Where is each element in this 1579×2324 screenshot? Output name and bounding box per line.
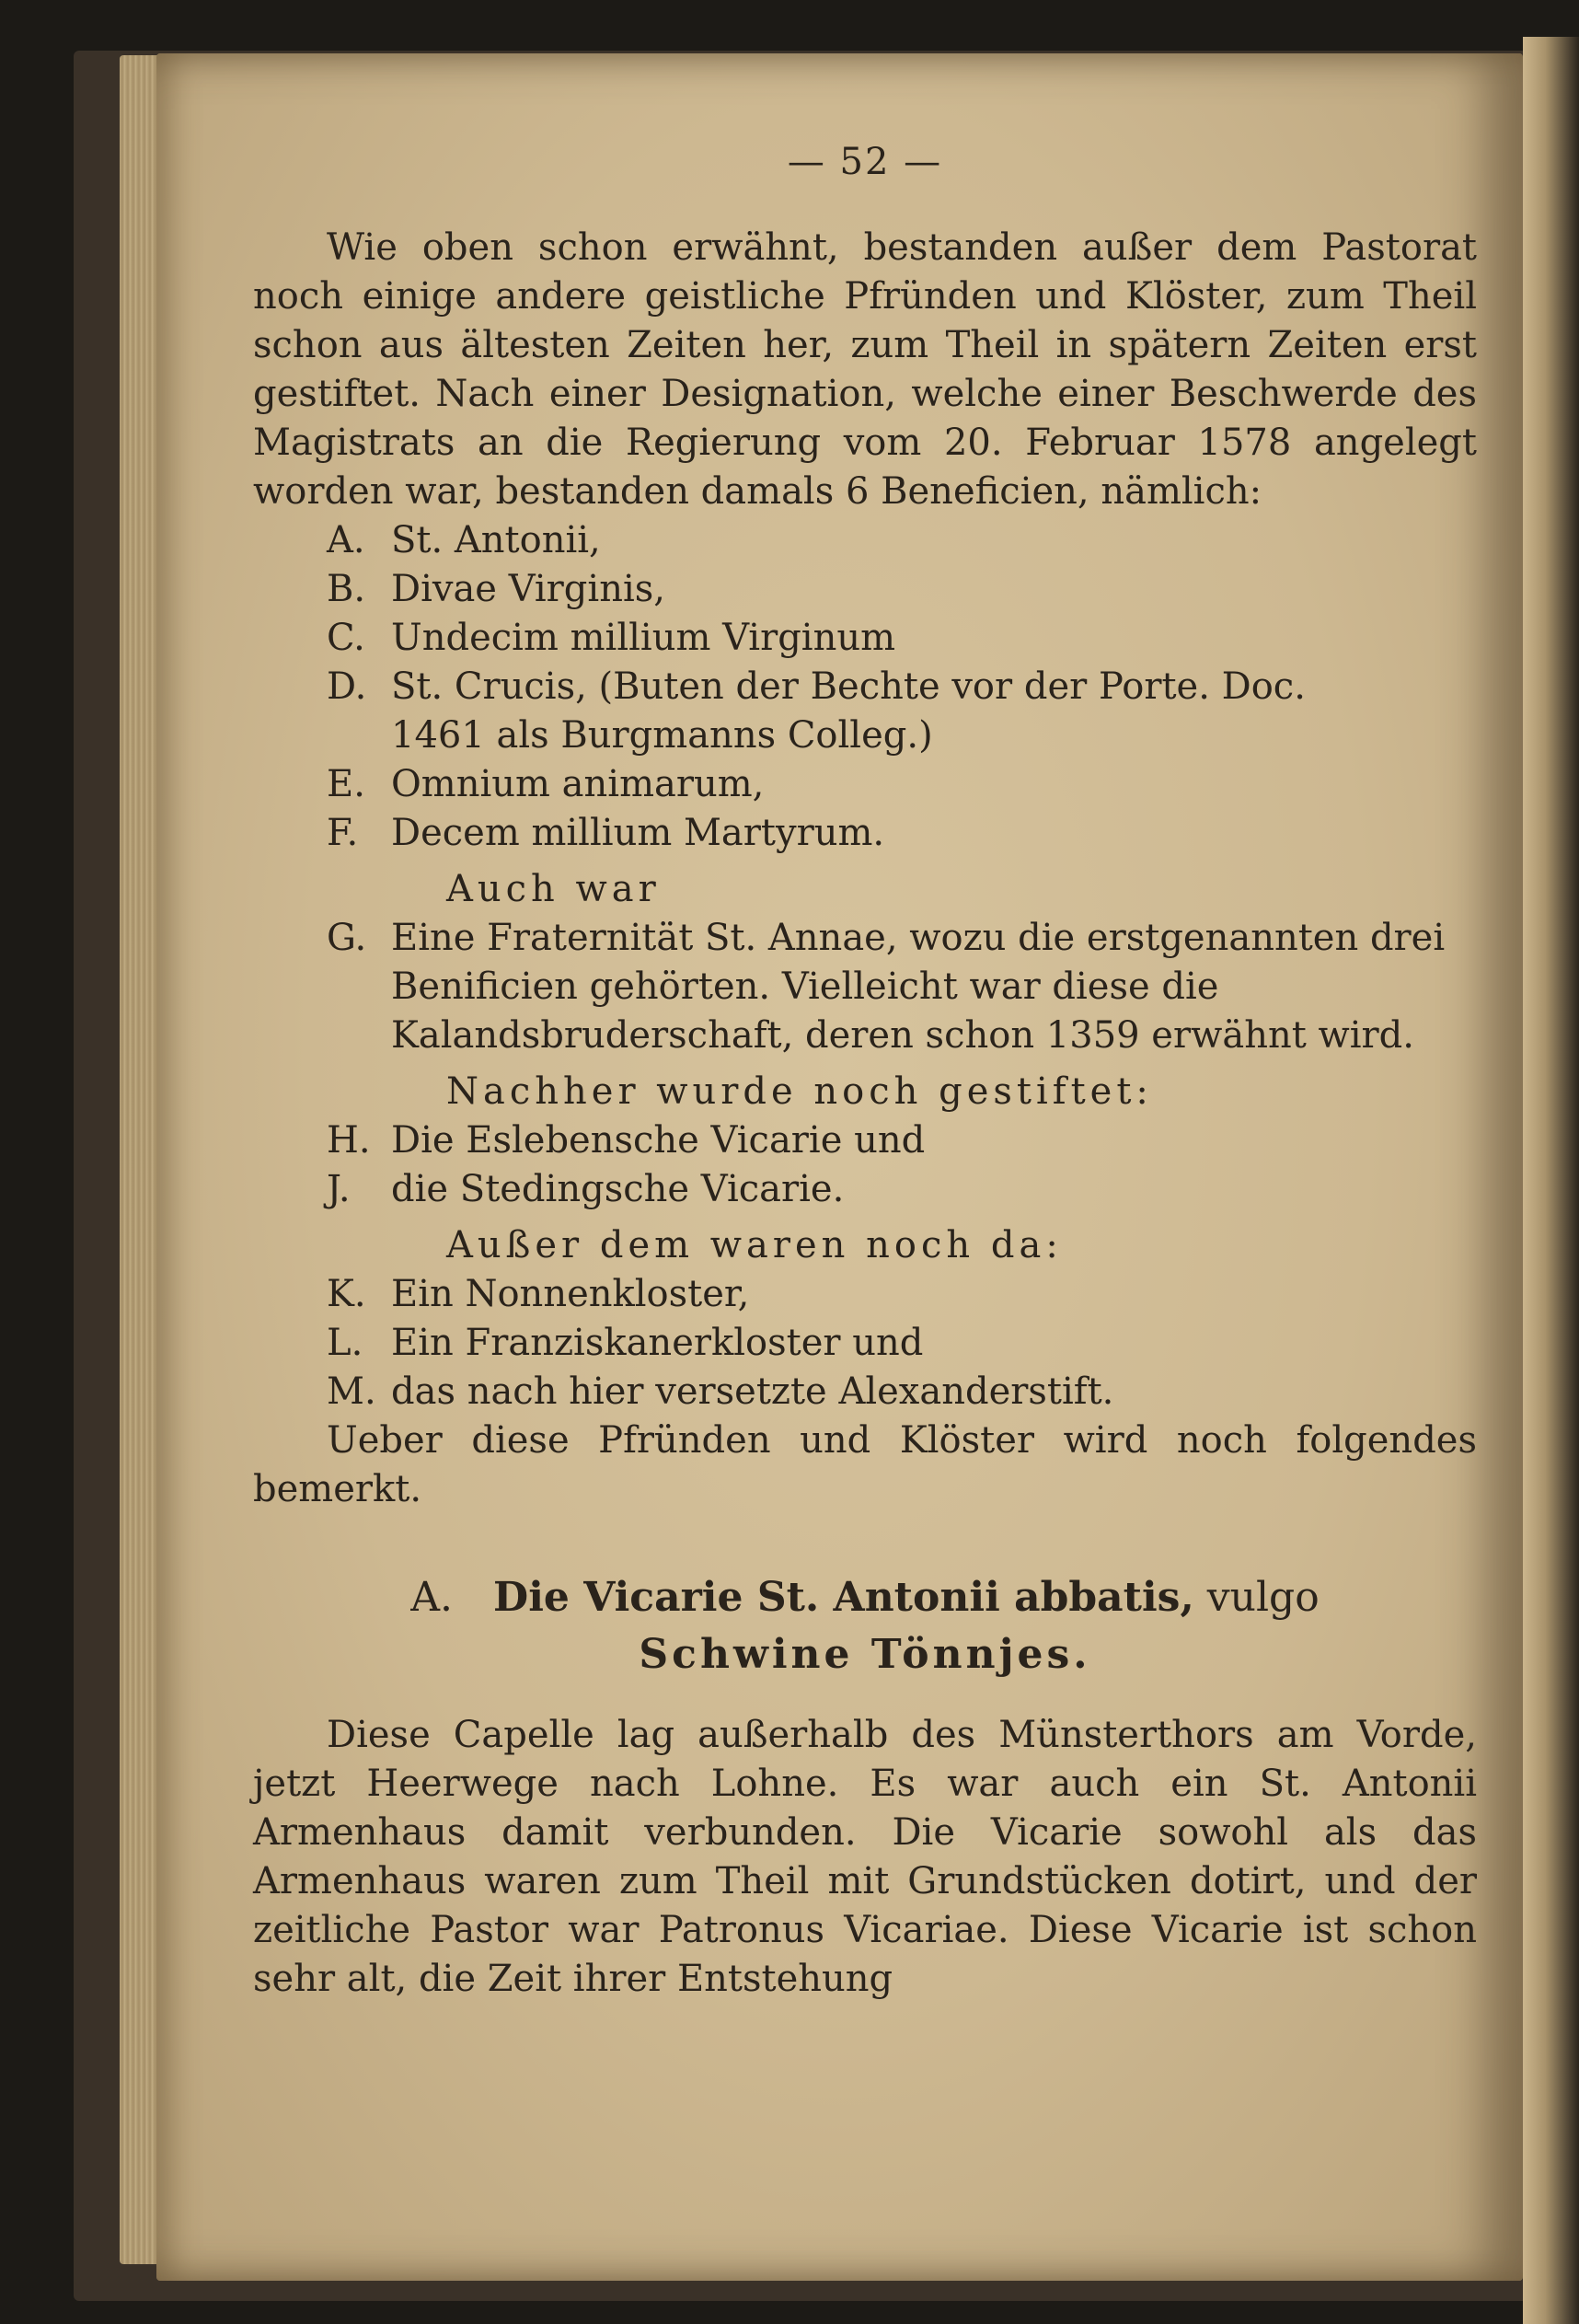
list-letter: K. bbox=[327, 1273, 366, 1315]
list-text: Die Eslebensche Vicarie und bbox=[391, 1119, 926, 1162]
list-item bbox=[253, 614, 1477, 663]
list-text: Omnium animarum, bbox=[391, 763, 765, 805]
body-paragraph: Diese Capelle lag außerhalb des Münsterthors am Vorde, jetzt Heerwege nach Lohne. Es war auch ein St. Antonii Armenhaus damit verbunden. Die Vicarie sowohl als das Armenhaus waren zum Theil mit Grundstücken dotirt, und der zeitliche Pastor war Patronus Vicariae. Diese Vicarie ist schon sehr alt, die Zeit ihrer Entstehung bbox=[253, 1714, 1477, 2000]
list-text: Ein Nonnenkloster, bbox=[391, 1273, 750, 1315]
section-label: A. bbox=[410, 1574, 454, 1621]
list-text: das nach hier versetzte Alexanderstift. bbox=[391, 1370, 1114, 1413]
list-item bbox=[253, 1116, 1477, 1165]
list-item bbox=[253, 914, 1477, 1060]
list-letter: G. bbox=[327, 917, 367, 959]
list-item bbox=[253, 516, 1477, 565]
list-item bbox=[253, 809, 1477, 858]
list-item bbox=[253, 1165, 1477, 1214]
section-title: Die Vicarie St. Antonii abbatis, bbox=[493, 1574, 1194, 1621]
list-letter: F. bbox=[327, 812, 359, 854]
list-item bbox=[253, 663, 1477, 711]
list-item bbox=[253, 1368, 1477, 1416]
list-letter: A. bbox=[327, 519, 365, 561]
list-text: Divae Virginis, bbox=[391, 568, 665, 610]
list-item bbox=[253, 1319, 1477, 1368]
list-letter: J. bbox=[327, 1168, 351, 1210]
list-letter: C. bbox=[327, 617, 365, 659]
subheading: Außer dem waren noch da: bbox=[446, 1224, 1063, 1266]
section-title-rest: vulgo bbox=[1206, 1574, 1320, 1621]
list-text: Ein Franziskanerkloster und bbox=[391, 1322, 924, 1364]
list-item bbox=[253, 760, 1477, 809]
intro-paragraph: Wie oben schon erwähnt, bestanden außer dem Pastorat noch einige andere geistliche Pfründen und Klöster, zum Theil schon aus ältesten Zeiten her, zum Theil in spätern Zeiten erst gestiftet. Nach einer Designation, welche einer Beschwerde des Magistrats an die Regierung vom 20. Februar 1578 angelegt worden war, bestanden damals 6 Beneficien, nämlich: bbox=[253, 226, 1477, 513]
subheading: Auch war bbox=[446, 868, 661, 910]
section-heading bbox=[253, 1569, 1477, 1683]
list-item bbox=[253, 1270, 1477, 1319]
list-letter: M. bbox=[327, 1370, 376, 1413]
list-text: die Stedingsche Vicarie. bbox=[391, 1168, 845, 1210]
page-number: — 52 — bbox=[787, 141, 943, 183]
list-text: Eine Fraternität St. Annae, wozu die erstgenannten drei Benificien gehörten. Vielleicht war diese die Kalandsbruderschaft, deren schon 1359 erwähnt wird. bbox=[391, 917, 1446, 1057]
list-text: Decem millium Martyrum. bbox=[391, 812, 885, 854]
list-letter: H. bbox=[327, 1119, 371, 1162]
list-text: Undecim millium Virginum bbox=[391, 617, 896, 659]
list-continuation: 1461 als Burgmanns Colleg.) bbox=[391, 714, 933, 757]
list-text: St. Antonii, bbox=[391, 519, 601, 561]
list-letter: L. bbox=[327, 1322, 363, 1364]
list-letter: D. bbox=[327, 665, 367, 708]
list-letter: E. bbox=[327, 763, 365, 805]
closing-paragraph: Ueber diese Pfründen und Klöster wird noch folgendes bemerkt. bbox=[253, 1419, 1477, 1510]
section-subtitle: Schwine Tönnjes. bbox=[639, 1631, 1091, 1678]
list-text: St. Crucis, (Buten der Bechte vor der Porte. Doc. bbox=[391, 665, 1306, 708]
subheading: Nachher wurde noch gestiftet: bbox=[446, 1070, 1153, 1113]
book-spine bbox=[1523, 37, 1579, 2324]
list-letter: B. bbox=[327, 568, 366, 610]
benefice-list bbox=[253, 516, 1477, 858]
list-item bbox=[253, 565, 1477, 614]
page-text bbox=[253, 138, 1477, 2004]
